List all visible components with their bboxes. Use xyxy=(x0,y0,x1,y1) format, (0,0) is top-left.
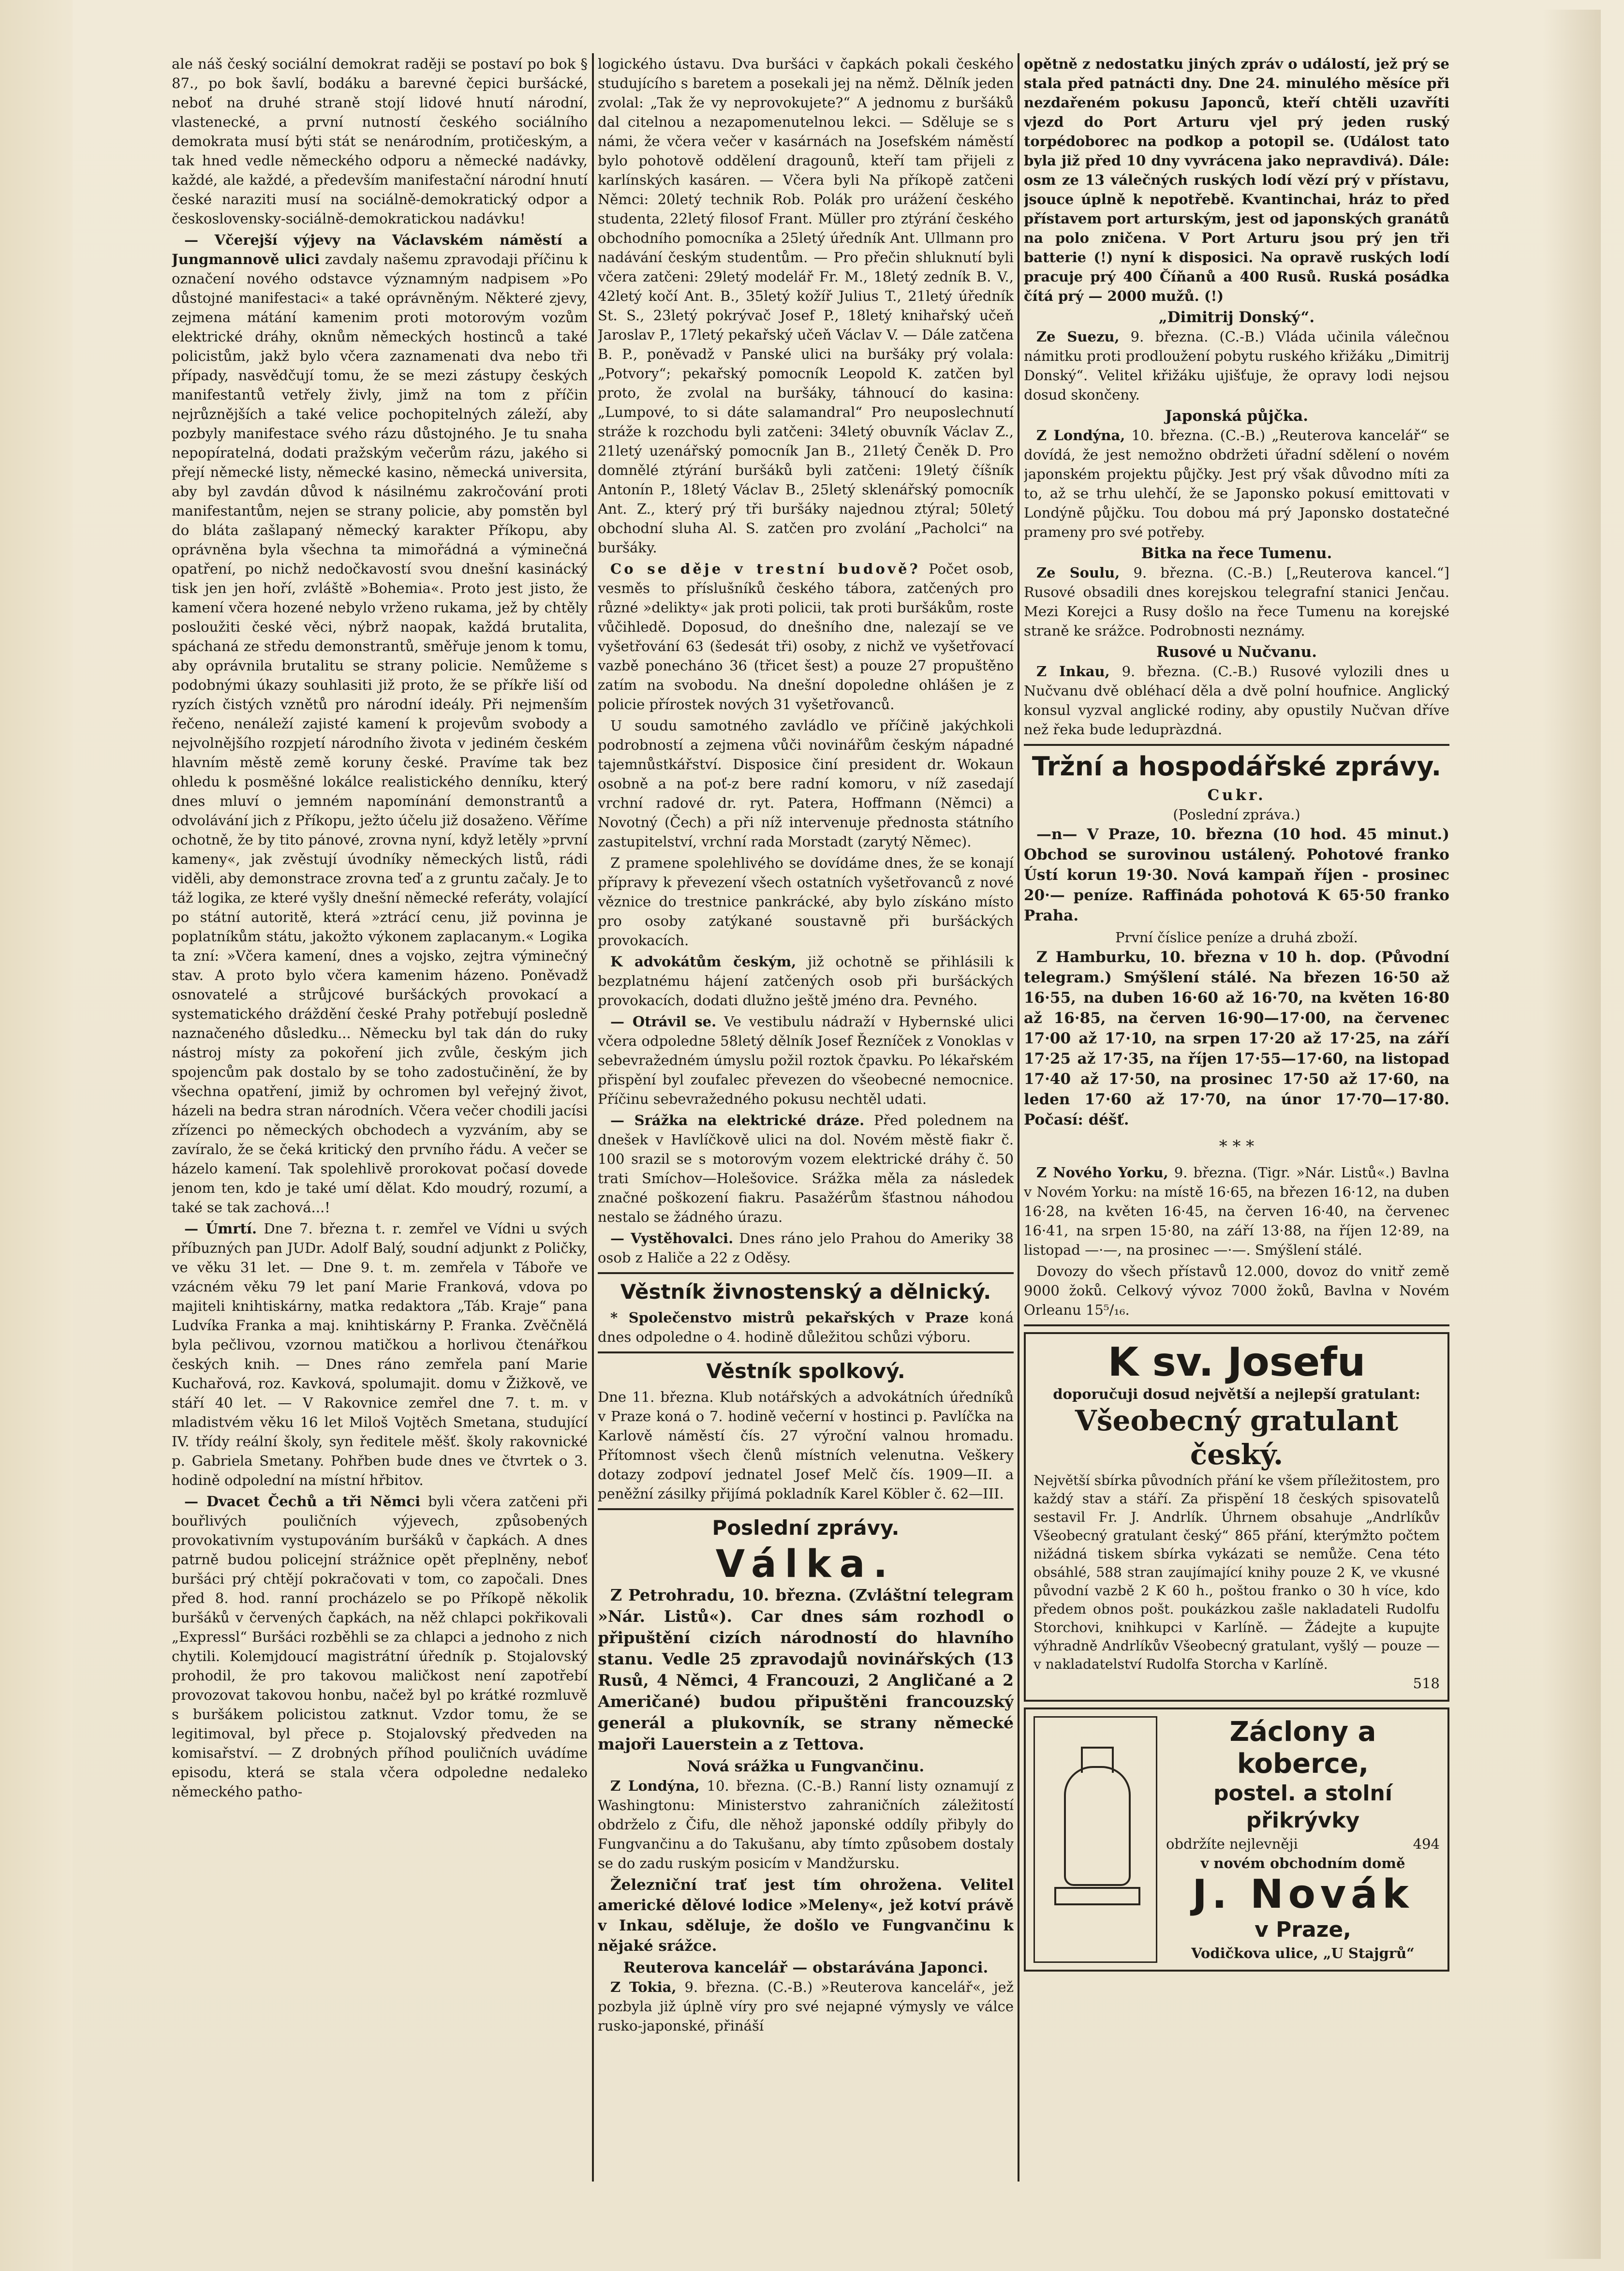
article-paragraph xyxy=(1024,662,1449,739)
article-paragraph xyxy=(1024,327,1449,404)
article-text: Ve vestibulu nádraží v Hybernské ulici včera odpoledne 58letý dělník Josef Řezníček z Vonoklas v sebevražedném úmyslu požil roztok čpavku. Po lékařském přispění byl zoufalec převezen do všeobecné nemocnice. Příčinu sebevražedného pokusu nechtěl udati. xyxy=(598,1013,1014,1107)
ad-city: v Praze, xyxy=(1255,1917,1351,1942)
article-lead: K advokátům českým, xyxy=(610,953,797,970)
article-paragraph xyxy=(172,230,588,1217)
article-lead: — Dvacet Čechů a tři Němci xyxy=(184,1493,421,1510)
ad-address: Vodičkova ulice, „U Stajgrů“ xyxy=(1191,1945,1415,1961)
article-text: koná dnes odpoledne o 4. hodině důležitou schůzi výboru. xyxy=(598,1309,1014,1345)
vase-body xyxy=(1064,1766,1131,1886)
advertisement-gratulant xyxy=(1024,1332,1449,1702)
article-text: již ochotně se přihlásili k bezplatnému hájení zatčených osob při buršáckých provokacích, dodati dlužno ještě jméno dra. Pevného. xyxy=(598,953,1014,1009)
article-text: 10. března v 10 h. dop. (Původní telegram.) Smýšlení stálé. Na březen 16·50 až 16·55, na duben 16·60 až 16·70, na květen 16·80 až 16·85, na červen 16·90—17·00, na červenec 17·00 až 17·10, na srpen 17·20 až 17·25, na září 17·25 až 17·35, na říjen 17·55—17·60, na listopad 17·40 až 17·50, na prosinec 17·50 až 17·60, na leden 17·60 až 17·70, na únor 17·70—17·80. Počasí: déšť. xyxy=(1024,949,1449,1128)
article-paragraph: Dne 11. března. Klub notářských a advokátních úředníků v Praze koná o 7. hodině večerní v hostinci p. Pavlíčka na Karlově náměstí čís. 27 výroční valnou hromadu. Přítomnost všech členů místních velenutna. Veškery dotazy zodpoví jednatel Josef Melč čís. 1909—II. a peněžní zásilky přijímá pokladník Karel Köbler č. 62—III. xyxy=(598,1389,1014,1502)
article-lead: Ze Soulu, xyxy=(1036,564,1120,581)
subheading: Rusové u Nučvanu. xyxy=(1156,643,1317,661)
ad-number: 494 xyxy=(1413,1836,1440,1852)
article-lead: Z Londýna, xyxy=(1036,427,1125,444)
article-paragraph xyxy=(598,1585,1014,1755)
subheading: Japonská půjčka. xyxy=(1165,407,1309,425)
subheading: Bitka na řece Tumenu. xyxy=(1141,545,1332,562)
column-3 xyxy=(1024,54,1449,2207)
article-paragraph: logického ústavu. Dva buršáci v čapkách pokali českého studujícího s baretem a posekali jej na němž. Dělník jeden zvolal: „Tak že vy neprovokujete?“ A jednomu z buršáků dal citelnou a nezapomenutelnou lekci. — Sděluje se s námi, že včera večer v kasárnách na Josefském náměstí bylo pohotově oddělení dragounů, kteří tam přijeli z karlínských kasáren. — Včera byli Na příkopě zatčeni Němci: 20letý technik Rob. Polák pro urážení českého studenta, 22letý filosof Frant. Müller pro ztýrání českého obchodního pomocníka a 25letý úředník Ant. Ullmann pro nadávání českým studentům. — Pro přečin shluknutí byli včera zatčeni: 29letý modelář Fr. M., 18letý zedník B. V., 42letý kočí Ant. B., 35letý kožíř Julius T., 21letý úředník St. S., 23letý pokrývač Josef P., 18letý knihařský učeň Jaroslav P., 17letý pekařský učeň Václav V. — Dále zatčena B. P., poněvadž v Panské ulici na buršáky prý volala: „Potvory“; pekařský pomocník Leopold K. zatčen byl proto, že zvolal na buršáky, táhnoucí do kasina: „Lumpové, to si dáte salamandral“ Pro neuposlechnutí stráže k rozchodu byli zatčeni: 34letý obuvník Václav Z., 21letý uzenářský pomocník Jan B., 21letý Čeněk D. Pro domnělé ztýrání buršáků byli zatčeni: 19letý číšník Antonín P., 18letý Václav B., 25letý sklenářský pomocník Ant. Z., který prý tři buršáky najednou ztýral; 50letý obchodní sluha Al. S. zatčen pro zvolání „Pacholci“ na buršáky. xyxy=(598,56,1014,556)
article-text: 9. března. (C.-B.) Rusové vylozili dnes u Nučvanu dvě obléhací děla a dvě polní houfnice. Anglický konsul vyzval anglické rodiny, aby opustily Nučvan dříve než řeka bude ledupràzdná. xyxy=(1024,663,1449,738)
article-paragraph xyxy=(598,952,1014,1010)
article-lead: Ze Suezu, xyxy=(1036,328,1120,345)
article-paragraph: Dovozy do všech přístavů 12.000, dovoz do vnitř země 9000 žoků. Celkový vývoz 7000 žoků, Bavlna v Novém Orleanu 15⁵/₁₆. xyxy=(1024,1263,1449,1318)
article-lead: — Včerejší výjevy na Václavském náměstí a Jungmannově ulici xyxy=(172,232,588,267)
article-lead: * Společenstvo mistrů pekařských v Praze xyxy=(610,1309,969,1326)
article-text: 10. března. (Zvláštní telegram »Nár. Listů«). Car dnes sám rozhodl o připuštění cizích národností do hlavního stanu. Vedle 25 zpravodajů novinářských (13 Rusů, 4 Němci, 4 Francouzi, 2 Angličané a 2 Američané) budou připuštěni francouzský generál a plukovník, se strany německé majoři Lauerstein a z Tettova. xyxy=(598,1586,1014,1753)
article-paragraph xyxy=(598,1229,1014,1267)
column-2 xyxy=(598,54,1014,2207)
article-paragraph xyxy=(598,1776,1014,1873)
section-rule xyxy=(598,1272,1014,1274)
article-lead: —n— V Praze, xyxy=(1036,826,1161,843)
article-paragraph xyxy=(598,1111,1014,1227)
article-text: 9. března. (Tigr. »Nár. Listů«.) Bavlna v Novém Yorku: na místě 16·65, na březen 16·12, na duben 16·28, na květen 16·45, na červen 16·40, na červenec 16·41, na srpen 15·80, na září 13·88, na říjen 12·89, na listopad —·—, na prosinec —·—. Smýšlení stálé. xyxy=(1024,1164,1449,1258)
ad-text: Největší sbírka původních přání ke všem příležitostem, pro každý stav a stáří. Za přispění 18 českých spisovatelů sestavil Fr. J. Andrlík. Úhrnem obsahuje „Andrlíkův Všeobecný gratulant český“ 865 přání, kterýmžto počtem nižádná tiskem sbírka vykázati se nemůže. Cena této obsáhlé, 588 stran zaujímající knihy pouze 2 K, ve vkusné původní vazbě 2 K 60 h., poštou franko o 30 h více, kdo předem obnos pošt. poukázkou zašle nakladateli Rudolfu Storchovi, knihkupci v Karlíně. — Žádejte a kupujte výhradně Andrlíkův Všeobecný gratulant, vyšlý — pouze — v nakladatelství Rudolfa Storcha v Karlíně. xyxy=(1033,1472,1440,1672)
ad-line: doporučuji dosud největší a nejlepší gratulant: xyxy=(1053,1386,1420,1402)
ad-number: 518 xyxy=(1413,1675,1440,1692)
article-paragraph xyxy=(1024,563,1449,640)
ad-title: Záclony a koberce, xyxy=(1229,1716,1376,1780)
article-lead: Z Nového Yorku, xyxy=(1036,1164,1168,1181)
article-paragraph: opětně z nedostatku jiných zpráv o událostí, jež prý se stala před patnácti dny. Dne 24. minulého měsíce při nezdařeném pokusu Japonců, kteří chtěli uzavříti vjezd do Port Arturu vjel prý jeden ruský torpédoborec na podkop a potopil se. (Událost tato byla již před 10 dny vyvrácena jako nepravdivá). Dále: osm ze 13 válečných ruských lodí vězí prý v přístavu, jsouce úplně k nepotřebě. Kvantinchai, hráz to před přístavem port arturským, jest od japonských granátů na polo zničena. V Port Arturu jsou prý jen tři batterie (!) nyní k disposici. Na opravě ruských lodí pracuje prý 400 Číňanů a 400 Rusů. Ruská posádka čítá prý — 2000 mužů. (!) xyxy=(1024,56,1449,304)
article-paragraph xyxy=(598,1308,1014,1347)
article-lead: Co se děje v trestní budově? xyxy=(610,561,920,577)
section-heading: Tržní a hospodářské zprávy. xyxy=(1032,751,1442,782)
ad-line: obdržíte nejlevněji xyxy=(1166,1836,1298,1852)
article-text: 9. března. (C.-B.) »Reuterova kancelář«, jež pozbyla již úplně víry pro své nejapné výmysly ve válce rusko-japonské, přináší xyxy=(598,1979,1014,2034)
article-paragraph xyxy=(598,559,1014,714)
article-lead: Z Inkau, xyxy=(1036,663,1110,680)
article-lead: — Úmrtí. xyxy=(184,1220,257,1237)
article-text: Počet osob, vesměs to příslušníků českého tábora, zatčených pro různé »delikty« jak proti policii, tak proti buršákům, roste vůčihledě. Doposud, do dnešního dne, nalezají se ve vyšetřování 63 (šedesát tři) osoby, z nichž ve vyšetřovací vazbě ponecháno 36 (třicet šest) a pouze 27 propuštěno zatím na svobodu. Na dnešní dopoledne ohlášen je z policie přírostek nových 31 vyšetřovanců. xyxy=(598,561,1014,712)
ad-subtitle: postel. a stolní přikrývky xyxy=(1213,1781,1392,1833)
section-heading: Věstník živnostenský a dělnický. xyxy=(620,1280,991,1304)
subheading-note: První číslice peníze a druhá zboží. xyxy=(1115,929,1358,946)
article-text: 10. března (10 hod. 45 minut.) Obchod se surovinou ustálený. Pohotové franko Ústí korun 19·30. Nová kampaň říjen - prosinec 20·— peníze. Raffináda pohotová K 65·50 franko Praha. xyxy=(1024,826,1449,924)
article-text: zavdaly našemu zpravodaji příčinu k označení nového odstavce významným nadpisem »Po důstojné manifestaci« a také oprávněným. Některé zjevy, zejmena mátání kamenim proti motorovým vozům elektrické dráhy, oknům německých hostinců a také policistům, jakž bylo včera zaznamenati dva nebo tři případy, nasvědčují tomu, že se mezi zástupy českých manifestantů vetřely živly, jimž na tom z příčin nejrůznějších a také velice pochopitelných záleží, aby pozbyly manifestace svého rázu důstojného. Je tu snaha nepopíratelná, dodati pražským večerům rázu, jakého si přejí německé listy, německé kasino, německá universita, aby byl zavdán důvod k násilnému zakročování proti manifestantům, nejen se strany policie, aby pomstěn byl do bláta zašlapaný německý karakter Příkopu, aby oprávněna byla všechna ta mimořádná a výminečná opatření, po nichž nedočkavostí svou dnešní kasinácký tisk jen jen hoří, zvláště »Bohemia«. Proto jest jisto, že kamení včera hozené nebylo vrženo rukama, jež by chtěly posloužiti české věci, nýbrž naopak, každá brutalita, spáchaná ze středu demonstrantů, směřuje jenom k tomu, aby oprávnila brutalitu se strany policie. Nemůžeme s podobnými úkazy souhlasiti již proto, že se příkře liší od ryzích čistých vznětů pro národní ideály. Při nejmenším řečeno, nenáleží zajisté kamení k projevům svobody a nejvolnějšího rozpjetí národního života v jediném českém hlavním městě země koruny české. Pravíme tak bez ohledu k posměšné lokálce realistického denníku, který dnes mluví o jemném napomínání demonstrantů a odvolávání jich z Příkopu, ježto účelu již dosaženo. Věříme ochotně, že by tito pánové, zrovna nyní, když letěly »první kameny«, jak zvěstují úvodníky německých listů, rádi viděli, aby demonstrace zrovna teď a z gruntu začaly. Je to táž logika, ze které vyšly dnešní německé referáty, volající po státní autoritě, která »ztrácí cenu, již povinna je poplatníkům státu, jakožto výkonem zaplacanym.« Logika ta zní: »Včera kamení, dnes a vojsko, zejtra výminečný stav. A proto bylo včera kamenim házeno. Poněvadž osnovatelé a strůjcové buršáckých provokací a systematického dráždění české Prahy potřebují posledně naznačeného důsledku... Německu byl tak dán do ruky nástroj místy za pokoření jich zvůle, českým jich spojencům pak dostalo by se toho zadostučinění, že by všechna opatření, jimiž by ochromen byl veřejný život, házeli na bedra stran národních. Včera večer chodili jacísi zřízenci po německých obchodech a vyzváním, aby se zavíralo, že se čeká kritický den prvního řádu. A večer se házelo kamení. Tak spolehlivě prorokovat počasí dovede jenom ten, kdo je také umí dělat. Kdo moudrý, rozumí, a také se tak zachová...! xyxy=(172,251,588,1216)
ad-text-block xyxy=(1166,1716,1440,1963)
article-paragraph: Z pramene spolehlivého se dovídáme dnes, že se konají přípravy k převezení všech ostatních vyšetřovanců z nové věznice do trestnice pankrácké, aby bylo získáno místo pro osoby zatýkané soustavně při buršáckých provokacích. xyxy=(598,855,1014,949)
ad-title: K sv. Josefu xyxy=(1107,1339,1366,1385)
column-1 xyxy=(172,54,588,2207)
article-paragraph xyxy=(1024,1163,1449,1260)
article-text: byli včera zatčeni při bouřlivých pouličních výjevech, způsobených provokativním vystupováním buršáků v čapkách. A dnes patrně budou policejní strážnice opět přeplněny, neboť buršáci prý chtějí pokračovati v tom, co započali. Dnes před 8. hod. ranní procházelo se po Příkopě několik buršáků v červených čapkách, na něž chlapci pokřikovali „Expressl“ Buršáci rozběhli se za chlapci a jednoho z nich chytili. Kolemjdoucí magistrátní úředník p. Stojalovský prohodil, že pro takovou maličkost není zapotřebí provozovat takovou honbu, načež byl po krátké rozmluvě s buršákem policistou zatknut. Vzdor tomu, že se legitimoval, byl přece p. Stojalovský předveden na komisařství. — Z drobných příhod pouličních uvádíme episodu, která se stala včera odpoledne nedaleko německého patho- xyxy=(172,1493,588,1800)
subheading: Reuterova kancelář — obstarávána Japonci. xyxy=(623,1959,989,1976)
vase-base xyxy=(1054,1887,1140,1905)
page-fold-shadow xyxy=(1543,10,1601,2259)
section-heading: Válka. xyxy=(715,1543,896,1586)
article-paragraph xyxy=(172,1219,588,1490)
article-paragraph xyxy=(1024,426,1449,542)
separator-stars: * * * xyxy=(1219,1137,1255,1156)
article-lead: — Otrávil se. xyxy=(610,1013,717,1030)
article-text: 10. března. (C.-B.) Ranní listy oznamují z Washingtonu: Ministerstvo zahraničních záležitostí obdrželo z Čifu, dle něhož japonské oddíly přibyly do Fungvančinu a do Takušanu, aby tímto způsobem dostaly se do zadu ruským posicím v Mandžursku. xyxy=(598,1778,1014,1871)
article-paragraph: U soudu samotného zavládlo ve příčině jakýchkoli podrobností a zejmena vůči novinářům českým nápadné tajemnůstkářství. Disposice činí president dr. Wokaun osobně a na poť-z bere radní komoru, v níž zasedají vrchní radové dr. ryt. Patera, Hoffmann (Němci) a Novotný (Čech) a při níž intervenuje přednosta státního zastupitelství, vrchní rada Morstadt (zarytý Němec). xyxy=(598,717,1014,850)
column-rule xyxy=(1018,53,1019,2182)
article-text: Dne 7. března t. r. zemřel ve Vídni u svých příbuzných pan JUDr. Adolf Balý, soudní adjunkt z Poličky, ve věku 31 let. — Dne 9. t. m. zemřela v Táboře ve vzácném věku 79 let paní Marie Franková, vdova po majiteli knihtiskárny, matka redaktora „Táb. Kraje“ pana Ludvíka Franka a maj. knihtiskárny P. Franka. Zvěčnělá byla pečlivou, vzornou matičkou a horlivou čtenářkou českých knih. — Dnes ráno zemřela paní Marie Kuchařová, roz. Kavková, spolumajit. domu v Žižkově, ve stáří 40 let. — V Rakovnice zemřel dne 7. t. m. v mladistvém věku 16 let Miloš Vojtěch Smetana, studující IV. třídy reální školy, syn ředitele měšť. školy rakovnické p. Gabriela Smetany. Pohřben bude dnes ve čtvrtek o 3. hodině odpolední na místní hřbitov. xyxy=(172,1220,588,1488)
ad-merchant-name: J. Novák xyxy=(1192,1871,1414,1917)
ad-line-row xyxy=(1166,1834,1440,1854)
section-rule xyxy=(1024,744,1449,746)
section-heading: Poslední zprávy. xyxy=(712,1516,900,1540)
article-text: 10. března. (C.-B.) „Reuterova kancelář“ se dovídá, že jest nemožno obdržeti úřadní sdělení o novém japonském projektu půjčky. Jest prý však důvodno míti za to, až se trhu ulehčí, že se Japonsko pokusí emittovati v Londýně půjčku. Tou dobou má prý Japonsko dostatečné prameny pro své potřeby. xyxy=(1024,427,1449,540)
page-margin xyxy=(0,0,73,2271)
section-rule xyxy=(1024,1324,1449,1326)
ad-line: v novém obchodním domě xyxy=(1200,1855,1405,1871)
article-paragraph: ale náš český sociální demokrat raději se postaví po bok § 87., po bok šavlí, bodáku a barevné čepici buršácké, neboť na druhé straně stojí lidové hnutí národní, vlastenecké, a první nutností českého sociálního demokrata musí býti stát se nenárodním, protičeským, a tak hned vedle německého odporu a německé nadávky, každé, ale každé, a především manifestační národní hnutí české naraziti musí na sociálně-demokratický odpor a československy-sociálně-demokratickou nadávku! xyxy=(172,56,588,227)
section-rule xyxy=(598,1508,1014,1510)
article-text: Před polednem na dnešek v Havlíčkově ulici na dol. Novém městě fiakr č. 100 srazil se s motorovým vozem elektrické dráhy č. 50 trati Smíchov—Holešovice. Srážka měla za následek značné poškození fiakru. Pasažérům šťastnou náhodou nestalo se žádného úrazu. xyxy=(598,1112,1014,1225)
subheading: Cukr. xyxy=(1207,787,1266,804)
article-lead: Z Tokia, xyxy=(610,1979,677,1995)
subheading: „Dimitrij Donský“. xyxy=(1158,309,1315,326)
article-lead: — Vystěhovalci. xyxy=(610,1230,734,1247)
article-lead: Z Londýna, xyxy=(610,1778,700,1794)
section-rule xyxy=(598,1351,1014,1353)
advertisement-novak xyxy=(1024,1707,1449,1972)
column-rule xyxy=(592,53,594,2182)
article-paragraph xyxy=(598,1012,1014,1109)
article-paragraph: Železniční trať jest tím ohrožena. Velitel americké dělové lodice »Meleny«, jež kotví právě v Inkau, sděluje, že došlo ve Fungvančinu k nějaké srážce. xyxy=(598,1876,1014,1955)
article-paragraph xyxy=(598,1977,1014,2035)
article-lead: Z Petrohradu, xyxy=(610,1586,735,1604)
article-lead: Z Hamburku, xyxy=(1036,949,1152,966)
subheading-note: (Poslední zpráva.) xyxy=(1173,806,1300,823)
vase-illustration xyxy=(1033,1716,1157,1963)
article-paragraph xyxy=(172,1492,588,1801)
article-text: 9. března. (C.-B.) [„Reuterova kancel.“] Rusové obsadili dnes korejskou telegrafní stanici Jenčau. Mezi Korejci a Rusy došlo na řece Tumenu na korejské straně ke srážce. Podrobnosti neznámy. xyxy=(1024,564,1449,639)
ad-book-title: Všeobecný gratulant český. xyxy=(1075,1404,1399,1471)
article-paragraph xyxy=(1024,824,1449,926)
subheading: Nová srážka u Fungvančinu. xyxy=(687,1758,925,1775)
article-lead: — Srážka na elektrické dráze. xyxy=(610,1112,865,1128)
article-text: Dnes ráno jelo Prahou do Ameriky 38 osob z Haliče a 22 z Oděsy. xyxy=(598,1230,1014,1266)
section-heading: Věstník spolkový. xyxy=(706,1359,905,1383)
article-paragraph xyxy=(1024,947,1449,1130)
article-text: 9. března. (C.-B.) Vláda učinila válečnou námitku proti prodloužení pobytu ruského křižáku „Dimitrij Donský“. Velitel křižáku ujišťuje, že opravy lodi nejsou dosud skončeny. xyxy=(1024,328,1449,403)
